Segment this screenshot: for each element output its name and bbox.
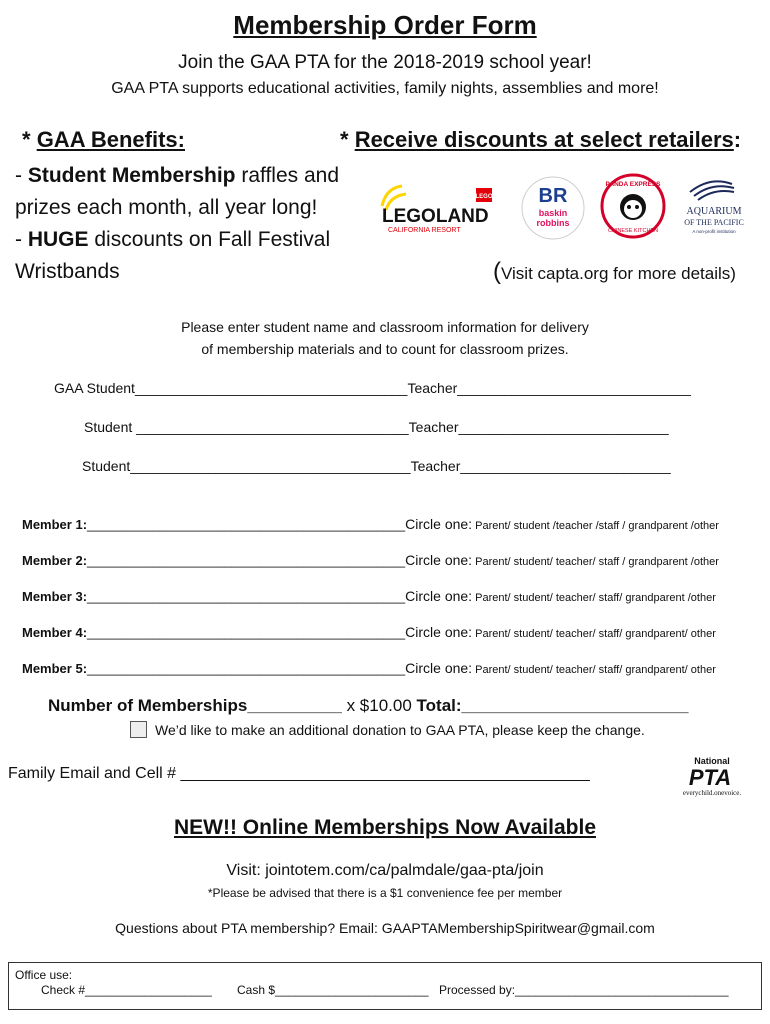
discounts-heading: * Receive discounts at select retailers: [340, 127, 742, 152]
member-row[interactable]: Member 1:____________________________________________Circle one: Parent/ student /teacher /staff / grandparent /other [22, 516, 719, 532]
discounts-visit-note: (Visit capta.org for more details) [493, 258, 736, 285]
benefits-heading: * GAA Benefits: [22, 127, 185, 152]
svg-text:AQUARIUM: AQUARIUM [686, 206, 742, 217]
member-row[interactable]: Member 2:____________________________________________Circle one: Parent/ student/ teacher/ staff / grandparent /other [22, 552, 719, 568]
legoland-logo [378, 180, 518, 234]
svg-text:National: National [694, 756, 730, 766]
online-heading: NEW!! Online Memberships Now Available [173, 816, 596, 839]
donation-label: We’d like to make an additional donation to GAA PTA, please keep the change. [155, 722, 645, 738]
member-row[interactable]: Member 5:____________________________________________Circle one: Parent/ student/ teacher/ staff/ grandparent/ other [22, 660, 716, 676]
svg-text:LEGOLAND: LEGOLAND [382, 206, 489, 227]
instructions-line: Please enter student name and classroom information for delivery [181, 319, 589, 335]
svg-text:CHINESE KITCHEN: CHINESE KITCHEN [607, 228, 659, 234]
totals-line[interactable]: Number of Memberships__________ x $10.00 Total:________________________ [48, 696, 689, 715]
fee-note: *Please be advised that there is a $1 convenience fee per member [207, 886, 563, 900]
questions-email: Questions about PTA membership? Email: GAAPTAMembershipSpiritwear@gmail.com [115, 920, 655, 936]
student-row[interactable]: GAA Student___________________________________Teacher______________________________ [54, 380, 691, 396]
donation-checkbox[interactable] [130, 721, 147, 738]
svg-text:OF THE PACIFIC: OF THE PACIFIC [684, 218, 744, 227]
svg-text:PANDA EXPRESS: PANDA EXPRESS [605, 181, 661, 188]
benefits-list [15, 160, 375, 288]
national-pta-logo [674, 754, 750, 798]
svg-text:robbins: robbins [536, 218, 570, 228]
instructions-line: of membership materials and to count for classroom prizes. [201, 341, 569, 357]
baskin-robbins-logo [520, 174, 586, 242]
form-title: Membership Order Form [233, 10, 537, 40]
svg-text:LEGO: LEGO [475, 194, 493, 200]
aquarium-of-the-pacific-logo [676, 174, 752, 236]
svg-text:everychild.onevoice.: everychild.onevoice. [682, 789, 742, 797]
benefit-item: - Student Membership raffles and prizes each month, all year long! [15, 164, 340, 219]
panda-express-logo [598, 172, 668, 240]
office-cash-field[interactable]: Cash $_______________________ [237, 983, 429, 997]
online-visit-link[interactable]: Visit: jointotem.com/ca/palmdale/gaa-pta/join [226, 862, 544, 879]
svg-text:A non-profit institution: A non-profit institution [692, 229, 736, 234]
student-row[interactable]: Student____________________________________Teacher___________________________ [82, 458, 671, 474]
family-email-field[interactable]: Family Email and Cell # ______________________________________________ [8, 765, 590, 782]
form-tagline: GAA PTA supports educational activities, family nights, assemblies and more! [111, 80, 659, 97]
instructions [0, 316, 770, 360]
svg-text:PTA: PTA [688, 765, 732, 790]
student-row[interactable]: Student ___________________________________Teacher___________________________ [84, 419, 669, 435]
benefit-item: - HUGE discounts on Fall Festival Wristbands [15, 228, 331, 283]
member-row[interactable]: Member 4:____________________________________________Circle one: Parent/ student/ teacher/ staff/ grandparent/ other [22, 624, 716, 640]
office-use-label: Office use: [15, 968, 73, 982]
form-subtitle: Join the GAA PTA for the 2018-2019 school year! [178, 52, 592, 73]
svg-text:CALIFORNIA RESORT: CALIFORNIA RESORT [388, 227, 461, 234]
member-row[interactable]: Member 3:____________________________________________Circle one: Parent/ student/ teacher/ staff/ grandparent /other [22, 588, 716, 604]
office-processed-field[interactable]: Processed by:________________________________ [439, 983, 729, 997]
office-check-field[interactable]: Check #___________________ [41, 983, 212, 997]
svg-text:baskin: baskin [538, 208, 568, 218]
office-use-box [8, 962, 762, 1010]
svg-text:BR: BR [538, 185, 568, 207]
